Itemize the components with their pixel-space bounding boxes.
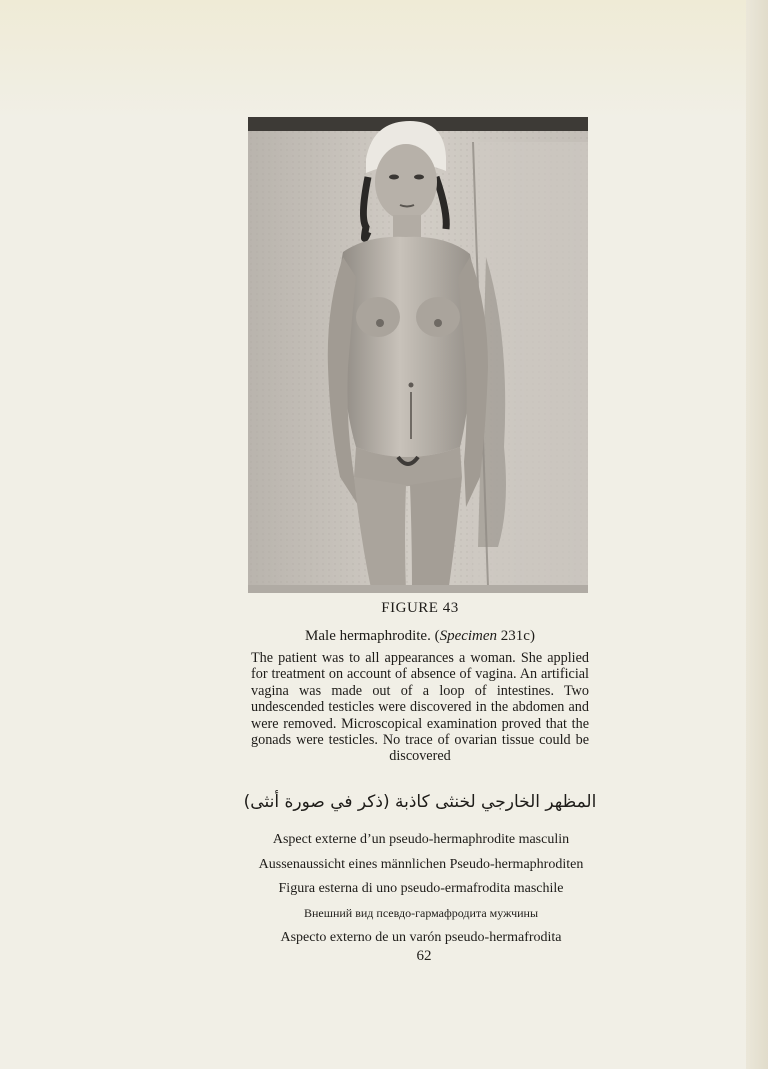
page-edge [746, 0, 768, 1069]
page-number: 62 [416, 948, 432, 964]
caption-italian: Figura esterna di uno pseudo-ermafrodita maschile [278, 881, 564, 896]
figure-photograph [248, 117, 588, 593]
caption-arabic: المظهر الخارجي لخنثى كاذبة (ذكر في صورة أنثى) [243, 792, 597, 812]
caption-spanish: Aspecto externo de un varón pseudo-hermafrodita [280, 930, 562, 945]
caption-german: Aussenaussicht eines männlichen Pseudo-hermaphroditen [258, 857, 584, 872]
subtitle-prefix: Male hermaphrodite. ( [305, 628, 440, 644]
page-background-tone [0, 0, 768, 120]
figure-description: The patient was to all appearances a woman. She applied for treatment on account of absence of vagina. An artificial vagina was made out of a loop of intestines. Two undescended testicles were discovered in the abdomen and were removed. Microscopical examination proved that the gonads were testicles. No trace of ovarian tissue could be discovered [251, 650, 589, 765]
caption-french: Aspect externe d’un pseudo-hermaphrodite masculin [272, 832, 570, 847]
subtitle-italic: Specimen [439, 628, 498, 644]
subtitle-suffix: 231c) [497, 628, 535, 644]
figure-title: FIGURE 43 [381, 600, 459, 616]
figure-subtitle [200, 628, 640, 645]
caption-russian: Внешний вид псевдо-гармафродита мужчины [303, 906, 539, 920]
